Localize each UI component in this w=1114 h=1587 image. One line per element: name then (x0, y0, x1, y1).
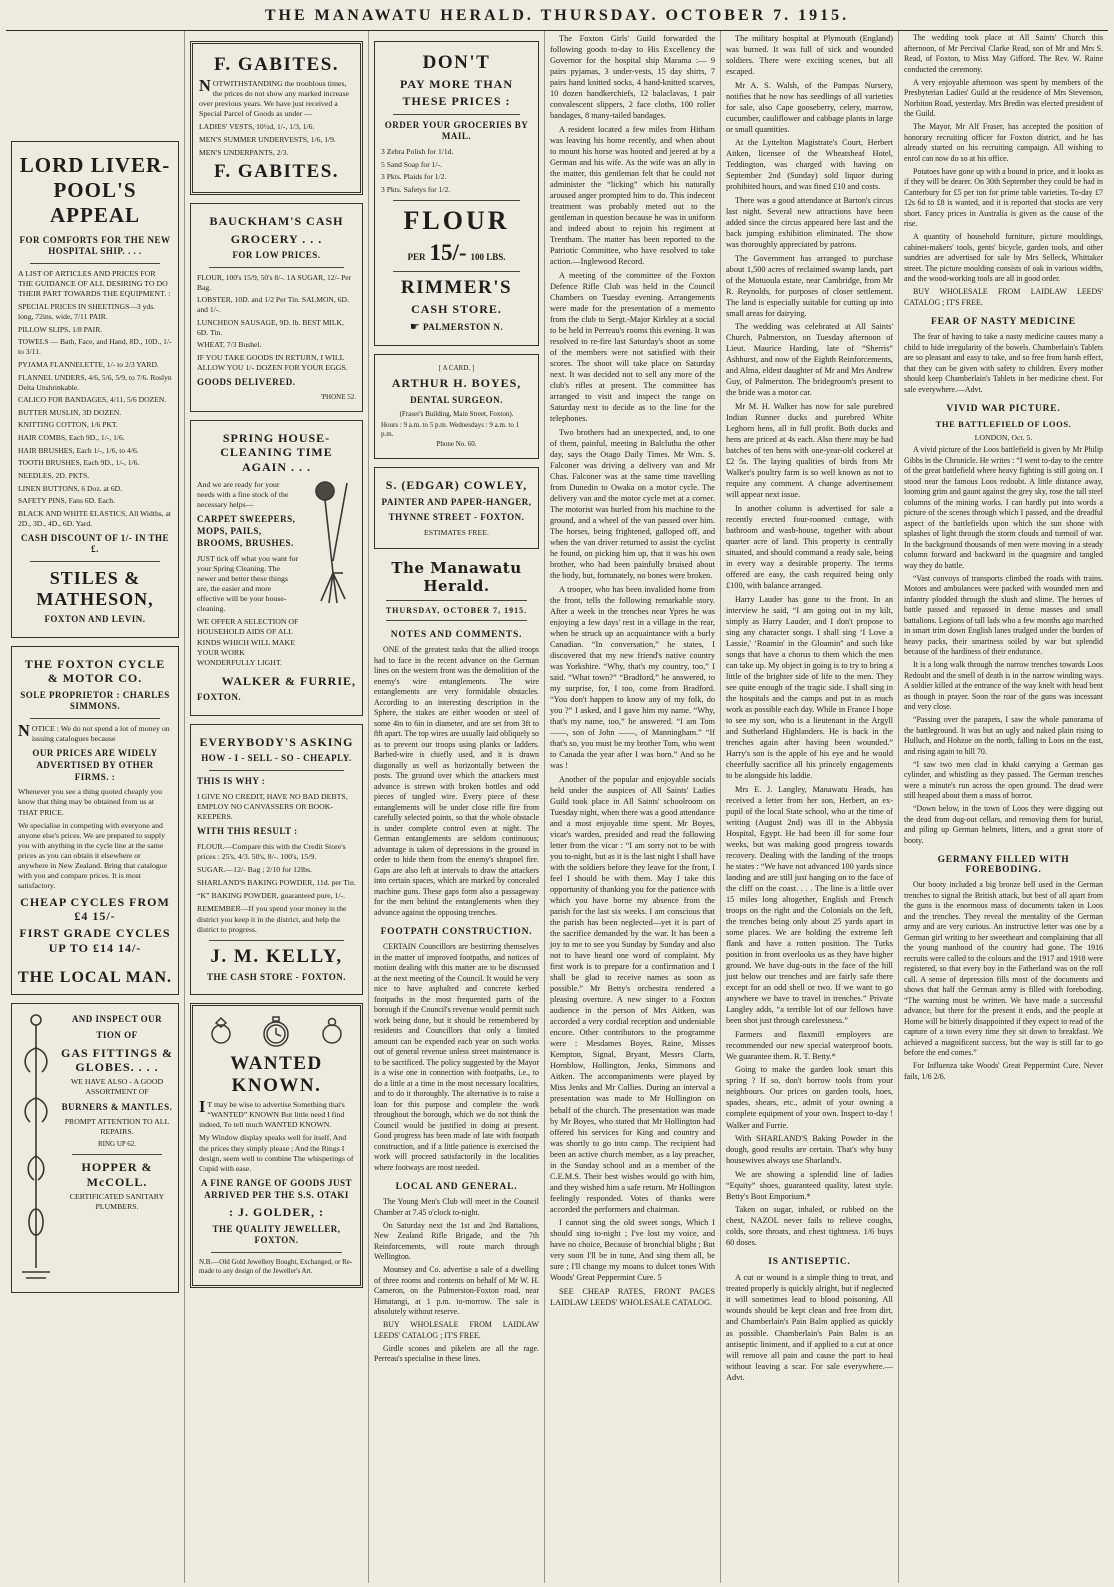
eggs-offer: IF YOU TAKE GOODS IN RETURN, I WILL ALLOW YOU 1/- DOZEN FOR YOUR EGGS. (197, 353, 348, 373)
advertiser-name: STILES & MATHESON, (36, 568, 154, 610)
paragraph: Girdle scones and pikelets are all the rage. Perreau's specialise in these lines. (374, 1343, 539, 1364)
advertiser-name: F. GABITES. (213, 160, 340, 182)
paragraph: The wedding took place at All Saints' Church this afternoon, of Mr Percival Clarke Read, son of Mr and Mrs S. Read, of Foxton, to Miss May Gifford. The Rev. W. Raine conducted the ceremony. (904, 33, 1103, 74)
paragraph: At the Lyttelton Magistrate's Court, Herbert Aitken, licensee of the Wheatsheaf Hotel, Teddington, was charged with having on September 2nd (Sunday) sold liquor during prohibited hours, and was fined £10 and costs. (726, 138, 893, 192)
footpath-article (374, 942, 539, 1173)
delivered-line: GOODS DELIVERED. (197, 377, 296, 388)
paragraph: Harry Lauder has gone to the front. In an interview he said, “I am going out in my kilt, simply as Harry Lauder, and I don't propose to sing any character songs. I shall sing ‘I Love a Lassie,' ‘Roamin' in the Gloamin'' and such like songs that have a chorus to them which the men can take up. My object in going is to try to bring a little of the brighter side of life to the men. They see quite enough of the tragic side. I shall sing in the hospitals and the camps and put in as much work as possible each day. While in France I hope to see my son, who is a lieutenant in the Argyll and Sutherland Highlanders. He is back in the trenches again after having been wounded.” Harry's son is the apple of his eye and he would cheerfully sacrifice all his princely engagements to be alongside his laddie. (726, 594, 893, 781)
price-line: CHEAP CYCLES FROM £4 15/- (20, 894, 170, 923)
ring-up-line: RING UP 62. (97, 1140, 137, 1149)
advertiser-name: RIMMER'S (400, 276, 513, 298)
paragraph: A meeting of the committee of the Foxton Defence Rifle Club was held in the Council Chambers on Tuesday evening. Arrangements were made for the presentation of a memento from the club to Sergt.-Major Kirkley at a social to be held in Perreau's rooms this evening. It was resolved to re-fire last Saturday's shoot as some of the members were not satisfied with their scores. The shoot will take place on Saturday next. It was decided not to sell any more of the club's rifles at present. The committee has arranged to visit and inspect the range on Saturday next to decide as to the line for the telephones. (550, 270, 715, 424)
columns (6, 31, 1108, 1583)
column-5 (720, 31, 898, 1583)
section-heading: LOCAL AND GENERAL. (395, 1182, 518, 1193)
paragraph: I cannot sing the old sweet songs, Which I should sing to-night ; I've lost my voice, and have no choice, Because of bronchial blight ; But very soon I'll be in tune, And sing them all, be sure ; I'll change my moans to dulcet tones With Woods' Great Peppermint Cure. 5 (550, 1218, 715, 1283)
divider (393, 114, 520, 115)
ad-foxton-cycle-motor-co (11, 646, 179, 995)
paragraph: A vivid picture of the Loos battlefield is given by Mr Philip Gibbs in the Chronicle. He writes : “I went to-day to the centre of the great battlefield where heavy fighting is still going on. I stood near the famous Loos redoubt. A little distance away, looming grim and gaunt against the grey sky, rose the tall steel columns of the mining works. I can hardly put into words a picture of the scenes through which I passed, and the dreadful aspect of the battlefields upon which the sun shone with splashes of light through the storm clouds and turmoil of war. In the background thousands of men were moving in a steady column forward and backward in the quagmire and tangled way they do battle. (904, 445, 1103, 570)
paragraph: SAFETY PINS, Fans 6D. Each. (18, 496, 115, 506)
paragraph: “Vast convoys of transports climbed the roads with trains. Motors and ambulances were packed with wounded men and infantry plodded through the slush and slime. The heroes of battle passed and repassed in dense masses and small battalions. Legions of tall lads who a few months ago marched in smart trim down English lanes trudged under the burden of heavy packs, their smartness soiled by war but splendid because of the hardiness of their endurance. (904, 573, 1103, 656)
ad-title: BAUCKHAM'S CASH (209, 214, 344, 229)
news-items (550, 33, 715, 1308)
paragraph: BUY WHOLESALE FROM LAIDLAW LEEDS' CATALOG ; IT'S FREE. (904, 287, 1103, 307)
profession-line: DENTAL SURGEON. (410, 394, 503, 405)
paragraph: It is a long walk through the narrow trenches towards Loos Redoubt and the smell of death is in the narrow winding ways. A soldier killed at the entrance of the way knelt with head bent as though in prayer. Soon the roar of the guns was incessant and very close. (904, 660, 1103, 711)
paragraph: The Government has arranged to purchase about 1,500 acres of reclaimed swamp lands, part of the Motuoula estate, near Cambridge, from Mr R. Reynolds, for purposes of closer settlement. The land is especially suitable for cutting up into small areas for dairying. (726, 253, 893, 318)
paragraph: “Down below, in the town of Loos they were digging out the dead from dug-out cellars, and removing them for burial, and piling up German helmets, litters, and a great store of booty. (904, 804, 1103, 845)
paragraph: FLANNEL UNDERS, 4/6, 5/6, 5/9, to 7/6. Roslyn Delta Unshrinkable. (18, 372, 172, 392)
advertiser-name: S. (EDGAR) COWLEY, (385, 478, 528, 493)
pointing-hand-icon: ☛ (409, 320, 421, 334)
paragraph: We are showing a splendid line of ladies “Equity” shoes, guaranteed quality, latest style. Betty's Boot Emporium.* (726, 1169, 893, 1201)
masthead (6, 3, 1108, 31)
battlefield-of-loos-article (904, 445, 1103, 846)
proprietor-line: SOLE PROPRIETOR : CHARLES SIMMONS. (20, 689, 170, 712)
advertiser-name: WALKER & FURRIE, (221, 673, 356, 688)
price-line: FIRST GRADE CYCLES UP TO £14 14/- (19, 926, 171, 955)
paragraph: A very enjoyable afternoon was spent by members of the Presbyterian Ladies' Guild at the residence of Mrs Stevenson, Norbiton Road, yesterday. Mrs Bredin was elected president of the Guild. (904, 77, 1103, 118)
paragraph: HAIR BRUSHES, Each 1/-, 1/6, to 4/6. (18, 445, 139, 455)
paragraph: “I saw two men clad in khaki carrying a German gas cylinder, and whistling as they passed. The German trenches were a minute's run across the open ground. The dead were still heaped about them a mass of horror. (904, 759, 1103, 800)
paragraph: LADIES' VESTS, 10½d, 1/-, 1/3, 1/6. (199, 122, 315, 132)
paragraph: Farmers and flaxmill employers are recommended our new special waterproof boots. We guarantee them. R. T. Betty.* (726, 1029, 893, 1061)
paragraph: The wedding was celebrated at All Saints' Church, Palmerston, on Tuesday afternoon of Lieut. Maurice Harding, late of “Sherris” Ashhurst, and now of the Eighth Reinforcements, and Alma, eldest daughter of Mr and Mrs Andrew Guy, of Palmerston. The bridegroom's present to the bride was a motor car. (726, 322, 893, 398)
paragraph: PYJAMA FLANNELETTE, 1/- to 2/3 YARD. (18, 360, 159, 369)
paragraph: BLACK AND WHITE ELASTICS, All Widths, at 2D., 3D., 4D., 6D. Yard. (18, 509, 171, 528)
paragraph: NEEDLES, 2D. PKTS. (18, 471, 90, 481)
paragraph: LINEN BUTTONS, 6 Doz. at 6D. (18, 483, 123, 493)
cleaning-tools-illustration (302, 477, 356, 605)
paragraph: A quantity of household furniture, picture mouldings, cabinet-makers' tools, gents' bicycle, garden tools, and other sundries are advertised for sale by Mrs Selleck, Whittaker street. The picture moulding consists of oak in various widths, and the wood-working tools are all in good order. (904, 232, 1103, 283)
paragraph: The military hospital at Plymouth (England) was burned. It was full of sick and wounded soldiers. There were exciting scenes, but all escaped. (726, 34, 893, 77)
body-text: Whenever you see a thing quoted cheaply you know that thing may be obtained from us at THAT PRICE. (18, 787, 162, 817)
paragraph: HAIR COMBS, Each 9D., 1/-, 1/6. (18, 433, 125, 443)
flour-per: PER (407, 251, 426, 262)
paragraph: Mr M. H. Walker has now for sale purebred Indian Runner ducks and purebred White Leghorn hens, all in full profit. Both ducks and hens are priced at 4s each. Also there may be had batches of ten hens with one-year-old cockerel at £2 5s. The laying qualities of birds from Mr Walker's poultry farm is so well known as not to require any comment. A change advertisement will appear next issue. (726, 402, 893, 500)
article-subheading: THE BATTLEFIELD OF LOOS. (935, 419, 1072, 429)
column-6 (898, 31, 1108, 1583)
antiseptic-article (726, 1272, 893, 1382)
goods-line: CARPET SWEEPERS, MOPS, PAILS, BROOMS, BRUSHES. (197, 514, 296, 548)
divider (30, 718, 160, 719)
flour-price-line (381, 240, 532, 266)
ad-title: LORD LIVER-POOL'S APPEAL (19, 153, 171, 228)
column-1 (6, 31, 184, 1583)
body-text: And we are ready for your needs with a fine stock of the necessary helps— (197, 480, 289, 510)
paper-nameplate: The Manawatu Herald. (391, 559, 522, 596)
divider (393, 200, 520, 201)
column-3 (368, 31, 544, 1583)
certified-line: CERTIFICATED SANITARY PLUMBERS. (69, 1192, 165, 1212)
divider (30, 561, 160, 562)
address-line: THYNNE STREET - FOXTON. (388, 512, 525, 523)
footer-notice (904, 1061, 1103, 1082)
article-dateline: LONDON, Oct. 5. (974, 433, 1033, 442)
section-heading: FEAR OF NASTY MEDICINE (931, 317, 1076, 327)
verse: IT may be wise to advertise Something that's “WANTED” KNOWN But little need I find indeed, To tell much WANTED KNOWN. (199, 1097, 345, 1130)
paragraph: 3 Pkts. Plaids for 1/2. (381, 172, 447, 182)
body-text: JUST tick off what you want for your Spring Cleaning. The newer and better these things are, the easier and more effective will be your house-cleaning. (197, 553, 299, 614)
paragraph: Mounsey and Co. advertise a sale of a dwelling of three rooms and contents on behalf of Mr W. H. Cameron, on the Palmerston-Foxton road, near Himatangi, at 1 p.m. to-morrow. The sale is absolutely without reserve. (374, 1265, 539, 1317)
range-line: A FINE RANGE OF GOODS JUST ARRIVED PER THE S.S. OTAKI (201, 1177, 352, 1200)
section-heading: GERMANY FILLED WITH FOREBODING. (937, 855, 1070, 875)
paragraph: Another of the popular and enjoyable socials held under the auspices of All Saints' Ladies Guild took place in All Saints' schoolroom on Tuesday night, when there was a good attendance and a most enjoyable time spent. Mr Boyes, vicar's warden, presided and read the following letter from the vicar : “I am sorry not to be with you to-night, but as it is the last night I shall have with the soldiers before they leave for the front, I feel I should be with them. May I take this opportunity of thanking you for the patience with which you have borne my absence from the parish for the last six weeks. I am conscious that the parish has been neglected—yet it is part of the sacrifice demanded by the war. It has been a joy to me to see you Sunday by Sunday and also not to have heard one word of complaint. My first work is to prepare for a confirmation and I shall be glad to receive names as soon as possible.” Mr Betty's orchestra rendered a pleasing overture. A new singer to a Foxton audience in the person of Mrs Aitken, was accorded a very cordial reception and undeniable encore. Other contributors to the programme were : Mesdames Boyes, Raine, Misses Kempton, Signal, Bryant, Messrs Clarts, Hornblow, Hollington, Jenks, Simmons and Aitken. The accompaniments were played by Miss Jenks and Mr Collies. During an interval a presentation was made to Mr Hollington on behalf of the church. The presentation was made by Mr Boyes, who stated that Mr Hollington had offered his services for King and country and was shortly to go into camp. The recipient had been an active church member, as a lay preacher, in the Sunday school and as a member of the C.E.M.S. Their best wishes would go with him, and they wished him a safe return. Mr Hollington feelingly responded. Votes of thanks were accorded the performers and chairman. (550, 774, 715, 1214)
divider (209, 267, 344, 268)
ring-icon (208, 1015, 234, 1045)
advertiser-name: F. GABITES. (213, 54, 340, 75)
location-line (381, 320, 532, 334)
goods-list (199, 122, 354, 157)
ad-title: SPRING HOUSE-CLEANING TIME AGAIN . . . (220, 430, 333, 474)
notes-and-comments (374, 645, 539, 918)
paragraph: On Saturday next the 1st and 2nd Battalions, New Zealand Rifle Brigade, and the 7th Reinforcements, will route march through Wellington. (374, 1220, 539, 1262)
paragraph: The Foxton Girls' Guild forwarded the following goods to-day to His Excellency the Governor for the hospital ship Marama :— 9 pairs pyjamas, 3 under-vests, 15 day shirts, 7 pairs hand knitted socks, 4 hand-knitted scarves, 10 dozen handkerchiefs, 12 balaclavas, 1 pair convalescent slippers, 2 face cloths, 100 roller bandages, 8 many-tailed bandages. (550, 34, 715, 121)
paragraph: 5 Sand Soap for 1/-. (381, 159, 442, 169)
phone-line: 'PHONE 52. (320, 393, 356, 402)
discount-line: CASH DISCOUNT OF 1/- IN THE £. (20, 532, 170, 555)
why-line: THIS IS WHY : (197, 776, 266, 787)
advertiser-location: FOXTON. (197, 692, 242, 703)
divider (209, 940, 344, 941)
paragraph: Mrs E. J. Langley, Manawatu Heads, has received a letter from her son, Herbert, an ex-pupil of the local State school, who at the time of writing (August 2nd) was ill in the Abbysia Hospital, Egypt. He had been ill for some four weeks, but was making good progress towards recovery. Dealing with the landing of the troops he states : “We have not advanced 100 yards since landing and are still just hanging on to the face of the cliff on the coast. . . . The line is a little over 15 miles long altogether, English and French troops on the right and the Colonials on the left, the trenches being only about 25 yards apart in some places. We are holding the extreme left flank and have a rotten position. The Turks position in front overlooks us as they have higher ground. We have dug-outs in the face of the hill just below our trenches and are fairly safe there except for an odd shell or two. If we want to go anywhere we have to travel in trenches.” Private Langley adds, “a terrible lot of our fellows have been shot just through carelessness.” (726, 784, 893, 1026)
local-and-general (374, 1197, 539, 1365)
paragraph: WHEAT, 7/3 Bushel. (197, 340, 262, 350)
column-2 (184, 31, 368, 1583)
heading-line: TION OF (96, 1029, 138, 1040)
nb-line: N.B.—Old Gold Jewellery Bought, Exchanged, or Re-made to any design of the Jeweller's Art. (199, 1258, 353, 1275)
germany-foreboding-article (904, 880, 1103, 1059)
spring-text (197, 477, 299, 671)
paragraph: Going to make the garden look smart this spring ? If so, don't borrow tools from your neighbours. Our prices on garden tools, hoes, spades, shears, etc., admit of your owning a complete equipment of your own. Inspect to-day ! Walker and Furrie. (726, 1065, 893, 1130)
section-heading: VIVID WAR PICTURE. (946, 404, 1061, 414)
divider (211, 1252, 342, 1253)
paragraph: 3 Pkts. Safetys for 1/2. (381, 184, 451, 194)
paragraph: There was a good attendance at Barton's circus last night. Several new attractions have been added since the circus appeared here last and the back jumping exhibition eliminated. The show was thoroughly appreciated by patrons. (726, 195, 893, 250)
section-heading: IS ANTISEPTIC. (768, 1257, 851, 1268)
paragraph: “Passing over the parapets, I saw the whole panorama of the battleground. It was but an ugly and naked plain rising to Hulluch, and Hohzoe on the north, falling to Loos on the east, and rising again to hill 70. (904, 715, 1103, 756)
flour-word: FLOUR (403, 205, 510, 235)
paragraph: Two brothers had an unexpected, and, to one of them, painful, meeting in Balclutha the other day, says the Otago Daily Times. Mr Wm. S. Falconer was driving a delivery van and Mr Chas. Falconer was at the same time travelling from Dunedin to Owaka on a motor cycle. The delivery van and the motor cycle met at a corner. The motorist was hurled from his machine to the ground, and a wheel of the van passed over him. The horses, being frightened, galloped off, and when the van driver returned to assist the cyclist he found, on picking him up, that it was his own brother, who had been painfully bruised about the body, but, fortunately, no bones were broken. (550, 427, 715, 580)
gas-fitting-illustration (16, 1010, 56, 1286)
divider (393, 271, 520, 272)
paragraph: In another column is advertised for sale a recently erected four-roomed cottage, with bathroom and wash-house, together with about quarter acre of land. This property is centrally situated, and should command a ready sale, being in every way a desirable property. The terms offered are easy, the cash required being only £100, with balance arranged. (726, 503, 893, 590)
column-4 (544, 31, 720, 1583)
ad-intro: A LIST OF ARTICLES AND PRICES FOR THE GUIDANCE OF ALL DESIRING TO DO THEIR PART TOWARDS THE EQUIPMENT. : (18, 268, 171, 299)
paragraph: Potatoes have gone up with a bound in price, and it looks as if they will be dearer. On 30th September they could be had in Canterbury for £5 per ton for prime table varieties. To-day £7 12s 6d to £8 is wanted, and it is reported that stocks are very short. Fancy prices in Australia is given as the cause of the rise. (904, 166, 1103, 228)
ad-jm-kelly (190, 724, 363, 995)
heading-line: AND INSPECT OUR (71, 1014, 163, 1025)
ad-rimmers-cash-store (374, 41, 539, 346)
divider (30, 263, 160, 264)
paragraph: SEE CHEAP RATES, FRONT PAGES LAIDLAW LEEDS' WHOLESALE CATALOG. (550, 1287, 715, 1308)
ad-subtitle: HOW - I - SELL - SO - CHEAPLY. (201, 753, 352, 764)
paragraph: MEN'S UNDERPANTS, 2/3. (199, 147, 289, 157)
pocket-watch-icon (261, 1015, 291, 1049)
paragraph: With SHARLAND'S Baking Powder in the dough, good results are certain. That's why busy housewives always use Sharland's. (726, 1134, 893, 1166)
spring-body (197, 477, 356, 671)
ad-title: EVERYBODY'S ASKING (199, 734, 354, 749)
news-items (904, 33, 1103, 308)
tagline: THE LOCAL MAN. (18, 969, 173, 987)
advertiser-name: ARTHUR H. BOYES, (391, 376, 522, 391)
advertiser-name: HOPPER & McCOLL. (81, 1160, 153, 1189)
ring-icon (319, 1015, 345, 1045)
paragraph: The fear of having to take a nasty medicine causes many a child to hide irregularity of the bowels. Chamberlain's Tablets are so pleasant and easy to take, and so free from harsh effect, that they can be given with safety to children. Every mother should keep Chamberlain's Tablets in her medicine chest. For sale everywhere.—Advt. (904, 332, 1103, 394)
jewellery-illustrations (199, 1015, 354, 1049)
paper-nameplate-section (374, 559, 539, 640)
flour-price: 15/- (429, 239, 467, 265)
profession-line: PAINTER AND PAPER-HANGER, (381, 496, 532, 507)
masthead-title: THE MANAWATU HERALD. THURSDAY. OCTOBER 7. 1915. (264, 7, 850, 24)
body-text: We specialise in competing with everyone and anyone else's prices. We are prepared to supply you with anything in the cycle line at the same prices as you can obtain it elsewhere or anywhere in New Zealand. Bring that catalogue with you and compare prices. It is most satisfactory. (18, 820, 168, 891)
estimates-line: ESTIMATES FREE. (424, 527, 489, 537)
headline-line: PAY MORE THAN (399, 76, 513, 91)
body-text: WE OFFER A SELECTION OF HOUSEHOLD AIDS OF ALL KINDS WHICH WILL MAKE YOUR WORK WONDERFULLY LIGHT. (197, 617, 299, 667)
section-heading: NOTES AND COMMENTS. (390, 630, 523, 641)
ad-title: THE FOXTON CYCLE & MOTOR CO. (24, 656, 166, 686)
paragraph: CALICO FOR BANDAGES, 4/11, 5/6 DOZEN. (18, 395, 167, 405)
paragraph: TOWELS — Bath, Face, and Hand, 8D., 10D., 1/- to 3/11. (18, 337, 172, 357)
paragraph: ONE of the greatest tasks that the allied troops had to face in the recent advance on the German lines on the western front was the demolition of the enemy's wire entanglements. The wire entanglements are very formidable obstacles. According to an interesting description in the Sphere, the stakes are either wooden or steel of some 4in to 6in in diameter, and are set from 3ft to 8ft apart. The top wires are usually laid obliquely so as to prevent our troops using planks or ladders. Barbed-wire is chiefly used, and it is drawn diagonally as well as horizontally between the posts. The ground over which the attackers must advance is strewn with broken bottles and odd pieces of tangled wire. Every piece of these entanglements will be under close rifle fire from carefully selected points, so that the whole obstacle is under complete control even at night. The German entanglements are seldom continuous; advantage is taken of depressions in the ground in order to hide them from the enemy's shrapnel fire. Gaps are also left at intervals to draw the attackers into certain spaces, which are marked by concealed machine guns. These gaps form also a passageway for the men behind the entanglements when they advance against the opposing trenches. (374, 645, 539, 917)
paragraph: A resident located a few miles from Hitham was leaving his home recently, and when about to mount his horse was hooted and jeered at by a German and his wife. As the wife was an ally in the matter, this gentleman felt that he could not administer the “licking” which his naturally aroused anger prompted him to do. This indecent treatment was probably meted out to the gentleman in question because he was in uniform and indeed about to rejoin his regiment at Trentham. The matter has been reported to the Patriotic Committee, who have resolved to take action.—Inglewood Record. (550, 124, 715, 267)
advertiser-name: : J. GOLDER, : (229, 1205, 324, 1220)
paragraph: BUTTER MUSLIN, 3D DOZEN. (18, 407, 122, 417)
divider (386, 620, 527, 621)
ad-j-golder-jeweller (190, 1003, 363, 1287)
paragraph: KNITTING COTTON, 1/6 PKT. (18, 420, 118, 430)
store-line: CASH STORE. (411, 301, 502, 316)
paragraph: LOBSTER, 10D. and 1/2 Per Tin. SALMON, 6D. and 1/-. (197, 295, 349, 315)
paragraph: The Mayor, Mr Alf Fraser, has accepted the position of honorary recruiting officer for Foxton district, and he has already started on his recruiting campaign. All wishing to enrol can now do so at his office. (904, 122, 1103, 163)
plumber-text (60, 1010, 174, 1286)
paragraph: MEN'S SUMMER UNDERVESTS, 1/6, 1/9. (199, 135, 336, 144)
paragraph: A trooper, who has been invalided home from the front, tells the following remarkable story. After a week in the trenches near Ypres he was enjoying a few days' rest in a village in the rear, when he struck up an acquaintance with a burly Canadian. “In conversation,” he states, I discovered that my new friend's native country was Yorkshire. “Why, that's my country, too,” I said. “What town?” “Bradford,” he answered, to my surprise, for, I too, come from Bradford. “You don't happen to know any of my folk, do you ?” I asked, and I gave him my name. “Why, that's my name, too,” he answered. “I am Tom ——, son of John ——, of Manningham.” “If that's so, you must be my brother Tom, who went to Canada the year after I was born.” And so he was ! (550, 584, 715, 771)
paragraph: 3 Zebra Polish for 1/1d. (381, 147, 454, 156)
footer-text: For Influenza take Woods' Great Peppermint Cure. Never fails, 1/6 2/6. (904, 1061, 1103, 1081)
remember-line: REMEMBER—If you spend your money in the district you keep it in the district, and help the district to progress. (197, 904, 347, 934)
paragraph: A cut or wound is a simple thing to treat, and treated properly is quickly alright, but if neglected it will sometimes lead to blood poisoning. All wounds should be kept clean and free from dirt, and Chamberlain's Pain Balm applied as quickly as possible. Chamberlain's Pain Balm is an antiseptic liniment, and if applied to a cut at once will remove all pain and cause the part to heal without leaving a scar. For sale everywhere.—Advt. (726, 1273, 893, 1382)
divider (209, 770, 344, 771)
order-line: ORDER YOUR GROCERIES BY MAIL. (384, 119, 529, 142)
ad-subtitle: FOR LOW PRICES. (232, 250, 321, 261)
advertiser-name: J. M. KELLY, (210, 945, 343, 967)
paragraph: TOOTH BRUSHES, Each 9D., 1/-, 1/6. (18, 458, 140, 468)
ad-hopper-mccoll (11, 1003, 179, 1293)
fear-of-nasty-medicine-article (904, 332, 1103, 395)
ad-title: WANTED KNOWN. (230, 1053, 323, 1097)
ad-lord-liverpools-appeal (11, 141, 179, 638)
paragraph: PILLOW SLIPS, 1/8 PAIR. (18, 324, 103, 334)
card-label: [ A CARD. ] (438, 364, 475, 373)
ad-spring-cleaning-walker-furrie (190, 420, 363, 716)
location-text: PALMERSTON N. (422, 322, 504, 333)
address-line: (Fraser's Building, Main Street, Foxton). (399, 410, 514, 419)
divider (72, 1154, 162, 1155)
phone-line: Phone No. 60. (436, 440, 477, 449)
gas-fittings-line: GAS FITTINGS & GLOBES. . . . (60, 1045, 174, 1074)
section-heading: FOOTPATH CONSTRUCTION. (380, 927, 533, 938)
paragraph: Our booty included a big bronze bell used in the German trenches to signal the British attack, but best of all apart from the guns is the enormous mass of documents taken in Loos and the trenches. They reveal the mentality of the German army and are very curious. An instructive letter was one by a German girl writing to her sweetheart and complaining that all the young manhood of the country had gone. The 1916 recruits were called to the colours and the 1917 and 1918 were registered, so that every boy in the Fatherland was on the roll call. A sense of depression fills most of the documents and shows that half the German army is filled with foreboding. “The warning must be written. We have made a successful advance, but there for the present it ends, and the people at Home will be bitterly disappointed if they expect to read of the capture of a town every time they sit down to breakfast. We achieved a magnificent success, but the way is still far to go before the end comes.” (904, 880, 1103, 1057)
body-text: NOTWITHSTANDING the troublous times, the prices do not show any marked increase over previous years. We have just received a Special Parcel of Goods as under — (199, 75, 350, 119)
also-line: WE HAVE ALSO - A GOOD ASSORTMENT OF (70, 1077, 164, 1097)
flour-prices: FLOUR.—Compare this with the Credit Store's prices : 25's, 4/3. 50's, 8/-. 100's, 15/9. (197, 841, 346, 861)
burners-line: BURNERS & MANTLES. (61, 1101, 173, 1112)
ad-bauckhams-grocery (190, 203, 363, 412)
verse: My Window display speaks well for itself, And the prices they simply please ; And the Rings I design, seem well to combine The whisperings of Cupid with ease. (199, 1133, 354, 1173)
paragraph: Mr A. S. Walsh, of the Pampas Nursery, notifies that he now has seedlings of all varieties for sale, also Cape gooseberry, celery, marrow, cucumber, cauliflower and cabbage plants in large or small quantities. (726, 80, 893, 134)
price-list (197, 273, 356, 350)
ad-f-gabites (190, 41, 363, 195)
repairs-line: PROMPT ATTENTION TO ALL REPAIRS. (64, 1117, 170, 1137)
headline-line: THESE PRICES : (402, 94, 511, 109)
sugar-prices: SUGAR.—12/- Bag ; 2/10 for 12lbs. (197, 865, 313, 875)
paper-dateline: THURSDAY, OCTOBER 7, 1915. (385, 606, 528, 616)
price-list (18, 302, 172, 528)
store-line: THE CASH STORE - FOXTON. (207, 971, 346, 982)
hours-line: Hours : 9 a.m. to 5 p.m. Wednesdays : 9 a.m. to 1 p.m. (381, 420, 520, 438)
news-items (726, 33, 893, 1248)
flour-unit: 100 LBS. (470, 251, 506, 262)
paragraph: FLOUR, 100's 15/9, 50's 8/-. 1A SUGAR, 12/- Per Bag. (197, 272, 352, 292)
claim-text: OUR PRICES ARE WIDELY ADVERTISED BY OTHER FIRMS. : (32, 748, 158, 782)
paragraph: The Young Men's Club will meet in the Council Chamber at 7.45 o'clock to-night. (374, 1197, 539, 1217)
ad-arthur-boyes-dentist (374, 354, 539, 459)
divider (386, 600, 527, 601)
advertiser-location: FOXTON AND LEVIN. (44, 614, 146, 625)
ad-title: DON'T (422, 52, 491, 73)
result-line: WITH THIS RESULT : (197, 826, 298, 837)
advertiser-description: THE QUALITY JEWELLER, FOXTON. (212, 1223, 341, 1246)
paragraph: LUNCHEON SAUSAGE, 9D. lb. BEST MILK, 6D. Tin. (197, 317, 344, 337)
k-powder-line: “K” BAKING POWDER, guaranteed pure, 1/-. (197, 891, 346, 901)
ad-title: GROCERY . . . (230, 231, 323, 246)
notice-text: NOTICE : We do not spend a lot of money on issuing catalogues because (18, 721, 170, 744)
ad-subtitle: FOR COMFORTS FOR THE NEW HOSPITAL SHIP. . . . (19, 234, 171, 257)
paragraph: BUY WHOLESALE FROM LAIDLAW LEEDS' CATALOG ; IT'S FREE. (374, 1320, 539, 1340)
paragraph: Taken on sugar, inhaled, or rubbed on the chest, NAZOL never fails to relieve coughs, colds, sore throats, and chest tightness. 1/6 buys 60 doses. (726, 1205, 893, 1248)
body-text: I GIVE NO CREDIT, HAVE NO BAD DEBTS, EMPLOY NO CANVASSERS OR BOOK-KEEPERS. (197, 791, 348, 821)
paragraph: CERTAIN Councillors are bestirring themselves in the matter of improved footpaths, and notices of motion dealing with this matter are to be discussed at the next meeting of the Council. It would be very nice to have asphalted and concrete kerbed footpaths in the most frequented parts of the borough if the Council's revenue would permit such work being done, but it should be remembered by residents and Councillors that only a limited amount can be expended each year on such works out of general revenue unless street maintenance is to be sacrificed. The policy suggested by the Mayor is a wise one in connection with footpaths, i.e., to do a little at a time in the most necessary localities, and to do it thoroughly. The alternative is to raise a loan for this purpose and complete the work throughout the borough, which we do not think the Council would be justified in doing at present. Good progress has been made of late with footpath construction, and if a little patience is exercised the work will proceed satisfactorily in the localities where footways are most needed. (374, 942, 539, 1172)
sharlands-line: SHARLAND'S BAKING POWDER, 11d. per Tin. (197, 878, 356, 888)
price-list (381, 147, 532, 195)
paragraph: SPECIAL PRICES IN SHEETINGS—3 yds. long, 72ins. wide, 7/11 PAIR. (18, 302, 156, 322)
ad-edgar-cowley-painter (374, 467, 539, 549)
